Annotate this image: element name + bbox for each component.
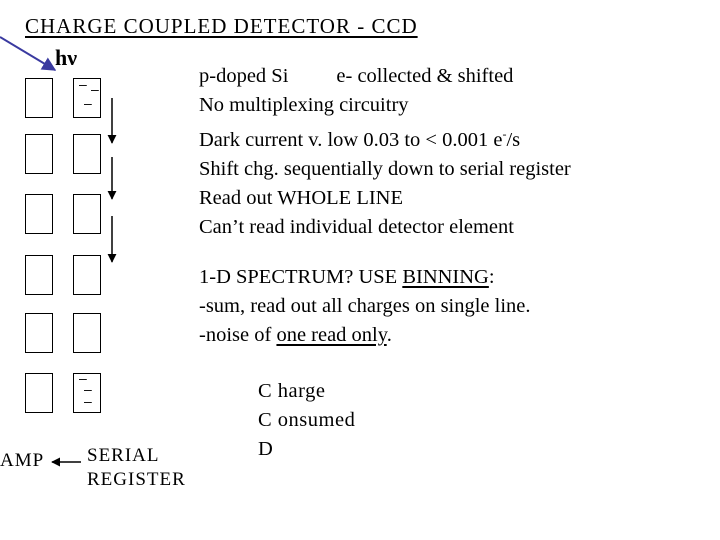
serial-register-line-2: REGISTER xyxy=(87,469,186,490)
property-line-2: No multiplexing circuitry xyxy=(199,94,409,116)
property-line-3: Dark current v. low 0.03 to < 0.001 e-/s xyxy=(199,127,521,151)
property-line-5: Read out WHOLE LINE xyxy=(199,186,403,209)
property-line-6: Can’t read individual detector element xyxy=(199,215,514,238)
acronym-line-2: C onsumed xyxy=(258,409,356,431)
property-line-1: p-doped Si e- collected & shifted xyxy=(199,65,514,87)
charge-mark: – xyxy=(84,393,92,409)
photon-arrow xyxy=(0,37,55,70)
charge-mark: – xyxy=(79,370,87,386)
binning-line-1: 1-D SPECTRUM? USE BINNING: xyxy=(199,266,495,288)
charge-mark: – xyxy=(84,95,92,111)
property-line-4: Shift chg. sequentially down to serial register xyxy=(199,157,571,180)
serial-register-line-1: SERIAL xyxy=(87,445,160,466)
acronym-line-3: D xyxy=(258,438,274,460)
amp-label: AMP xyxy=(0,450,45,471)
acronym-line-1: C harge xyxy=(258,380,326,402)
charge-mark: – xyxy=(84,381,92,397)
charge-mark: – xyxy=(91,81,99,97)
binning-line-3: -noise of one read only. xyxy=(199,324,392,346)
charge-mark: – xyxy=(79,76,87,92)
page-title: CHARGE COUPLED DETECTOR - CCD xyxy=(25,14,418,38)
photon-label: hν xyxy=(55,45,78,70)
binning-line-2: -sum, read out all charges on single line. xyxy=(199,295,531,317)
